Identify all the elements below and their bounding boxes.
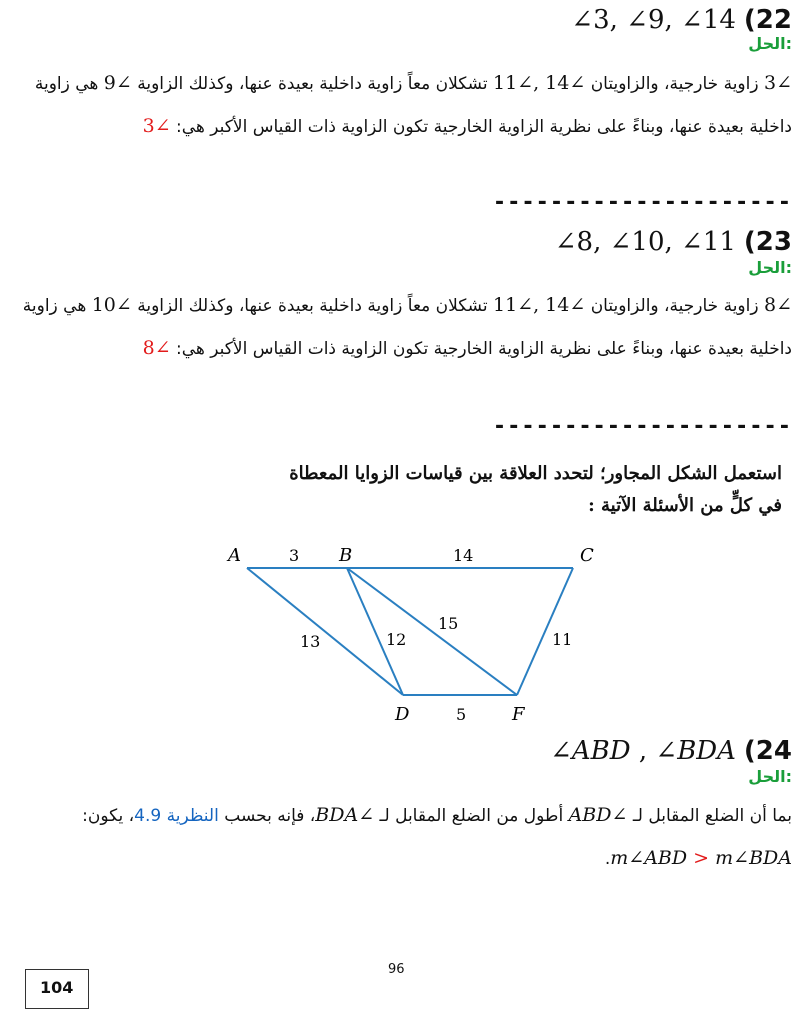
- problem-23-answer: ∠8: [142, 337, 171, 359]
- problem-23-angles: ∠8, ∠10, ∠11: [554, 227, 736, 257]
- problem-22-number: (22: [743, 5, 792, 35]
- segment-bc-length: 14: [453, 546, 474, 565]
- point-c-label: C: [580, 545, 594, 566]
- instruction-line-1: استعمل الشكل المجاور؛ لتحدد العلاقة بين قياسات الزوايا المعطاة: [289, 463, 782, 484]
- segment-ad: [247, 568, 403, 695]
- problem-23-number: (23: [743, 227, 792, 257]
- problem-24-number: (24: [743, 736, 792, 766]
- figure-instruction: [62, 458, 782, 522]
- segment-df-length: 5: [456, 705, 467, 724]
- page-number: 96: [388, 962, 405, 977]
- segment-bf-length: 15: [438, 614, 459, 633]
- separator-1: ---------------------: [492, 190, 792, 215]
- point-a-label: A: [228, 545, 241, 566]
- separator-2: ---------------------: [492, 414, 792, 439]
- segment-ab-length: 3: [289, 546, 300, 565]
- problem-24-solution-text: بما أن الضلع المقابل لـ ∠ABD أطول من الضلع المقابل لـ ∠BDA، فإنه بحسب النظرية 4.9، يكون: m∠ABD > m∠BDA.: [82, 804, 792, 869]
- segment-cf-length: 11: [552, 630, 573, 649]
- page-box-number: 104: [25, 969, 89, 1009]
- problem-22-angles: ∠3, ∠9, ∠14: [571, 5, 736, 35]
- theorem-link: النظرية: [166, 806, 219, 826]
- problem-22-solution-text: ∠3 زاوية خارجية، والزاويتان ∠14 ,∠11 تشكلان معاً زاوية داخلية بعيدة عنها، وكذلك الزاوية ∠9 هي زاوية داخلية بعيدة عنها، وبناءً على نظرية الزاوية الخارجية تكون الزاوية ذات القياس الأكبر هي: ∠3: [34, 72, 792, 137]
- segment-bd-length: 12: [386, 630, 407, 649]
- point-b-label: B: [339, 545, 353, 566]
- geometry-figure: [0, 535, 800, 730]
- problem-23-solution-text: ∠8 زاوية خارجية، والزاويتان ∠14 ,∠11 تشكلان معاً زاوية داخلية بعيدة عنها، وكذلك الزاوية ∠10 هي زاوية داخلية بعيدة عنها، وبناءً على نظرية الزاوية الخارجية تكون الزاوية ذات القياس الأكبر هي: ∠8: [22, 294, 792, 359]
- problem-24-angles: ∠ABD , ∠BDA: [550, 736, 736, 766]
- problem-24-solution-label: الحل:: [748, 767, 792, 786]
- problem-23-header: [555, 222, 792, 262]
- segment-ad-length: 13: [300, 632, 321, 651]
- theorem-number: 4.9: [134, 806, 162, 826]
- problem-22-answer: ∠3: [142, 115, 171, 137]
- problem-23-solution-label: الحل:: [748, 258, 792, 277]
- point-f-label: F: [512, 704, 525, 725]
- segment-bf: [347, 568, 517, 695]
- problem-22-solution-label: الحل:: [748, 34, 792, 53]
- problem-24-header: [550, 731, 792, 771]
- point-d-label: D: [395, 704, 410, 725]
- instruction-line-2: في كلٍّ من الأسئلة الآتية :: [588, 495, 782, 516]
